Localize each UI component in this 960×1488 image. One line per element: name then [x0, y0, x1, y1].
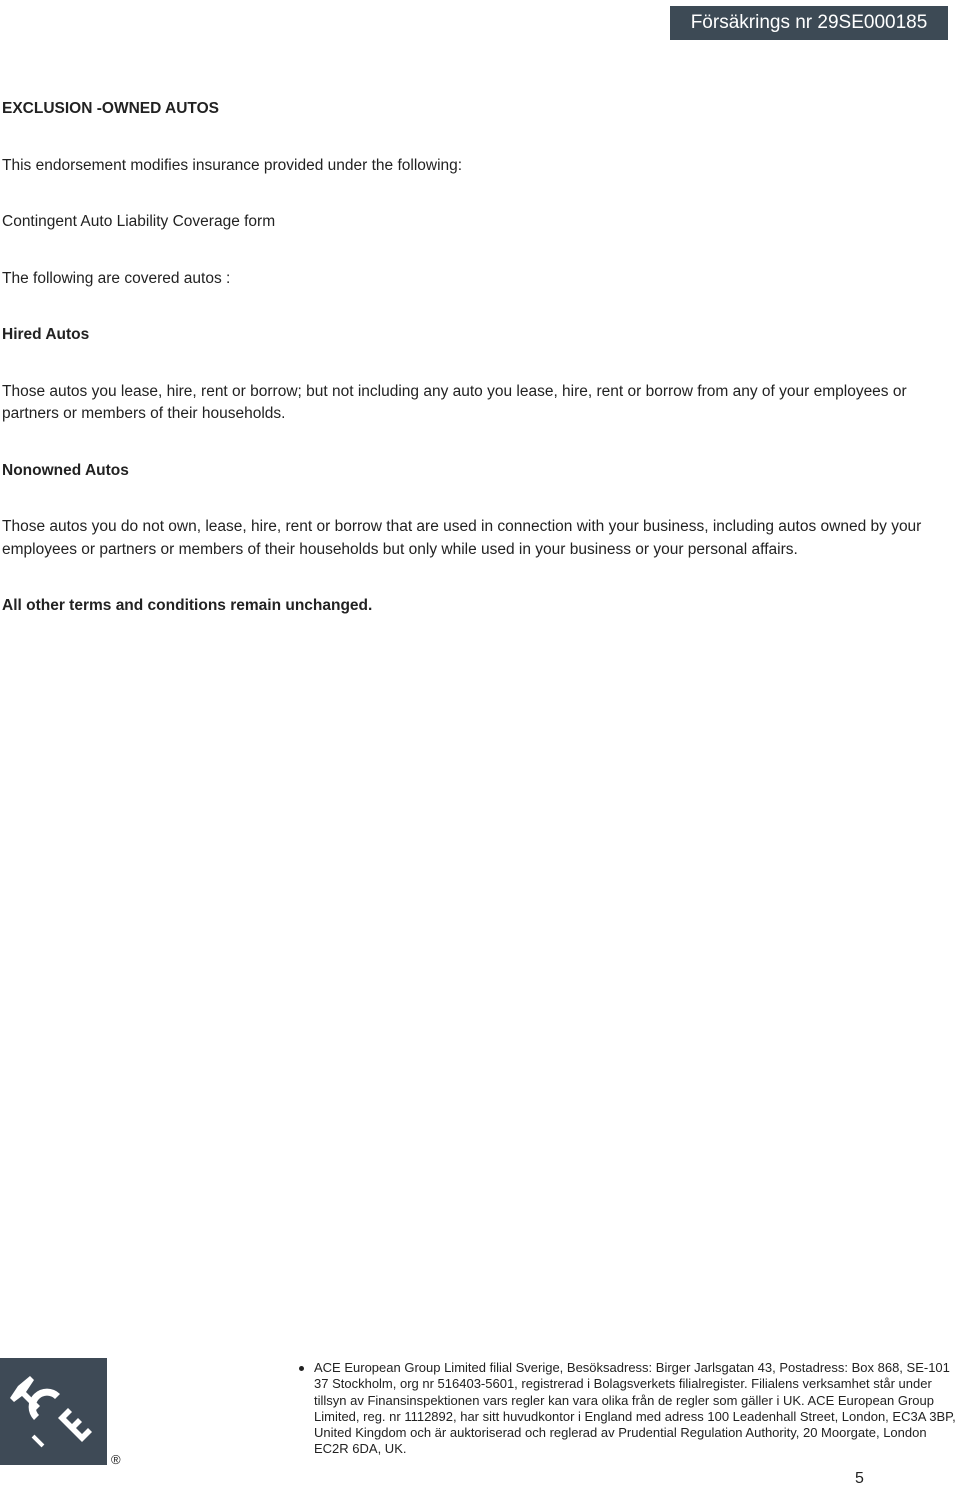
ace-logo-icon [0, 1358, 107, 1465]
nonowned-autos-heading: Nonowned Autos [2, 461, 129, 479]
intro-text: This endorsement modifies insurance provided under the following: [2, 156, 463, 174]
company-info-text: ACE European Group Limited filial Sverige, Besöksadress: Birger Jarlsgatan 43, Postadress: Box 868, SE-101 37 Stockholm, org nr 516403-5601, registrerad i Bolagsverkets filialregister. Filialens verksamhet står under tillsyn av Finansinspektionen vars regler kan vara olika från de regler som gäller i UK. ACE European Group Limited, reg. nr 1112892, har sitt huvudkontor i England med adress 100 Leadenhall Street, London, EC3A 3BP, United Kingdom och är auktoriserad och reglerad av Prudential Regulation Authority, 20 Moorgate, London EC2R 6DA, UK. [314, 1360, 956, 1457]
hired-autos-text: Those autos you lease, hire, rent or borrow; but not including any auto you lease, hire, rent or borrow from any of your employees or partners or members of their households. [2, 382, 907, 422]
nonowned-autos-text: Those autos you do not own, lease, hire, rent or borrow that are used in connection with your business, including autos owned by your employees or partners or members of their households but only while used in your business or your personal affairs. [2, 518, 922, 558]
form-name: Contingent Auto Liability Coverage form [2, 213, 276, 230]
closing-statement: All other terms and conditions remain unchanged. [2, 597, 373, 614]
registered-trademark: ® [111, 1452, 121, 1467]
footer-list-item [314, 1360, 960, 1458]
hired-autos-heading: Hired Autos [2, 326, 90, 343]
covered-intro: The following are covered autos : [2, 269, 231, 287]
page-number: 5 [855, 1470, 864, 1487]
policy-number-badge: Försäkrings nr 29SE000185 [670, 6, 948, 40]
document-body [2, 96, 952, 618]
company-footer [297, 1360, 960, 1458]
bullet-icon [299, 1366, 304, 1371]
document-title: EXCLUSION -OWNED AUTOS [2, 100, 220, 117]
